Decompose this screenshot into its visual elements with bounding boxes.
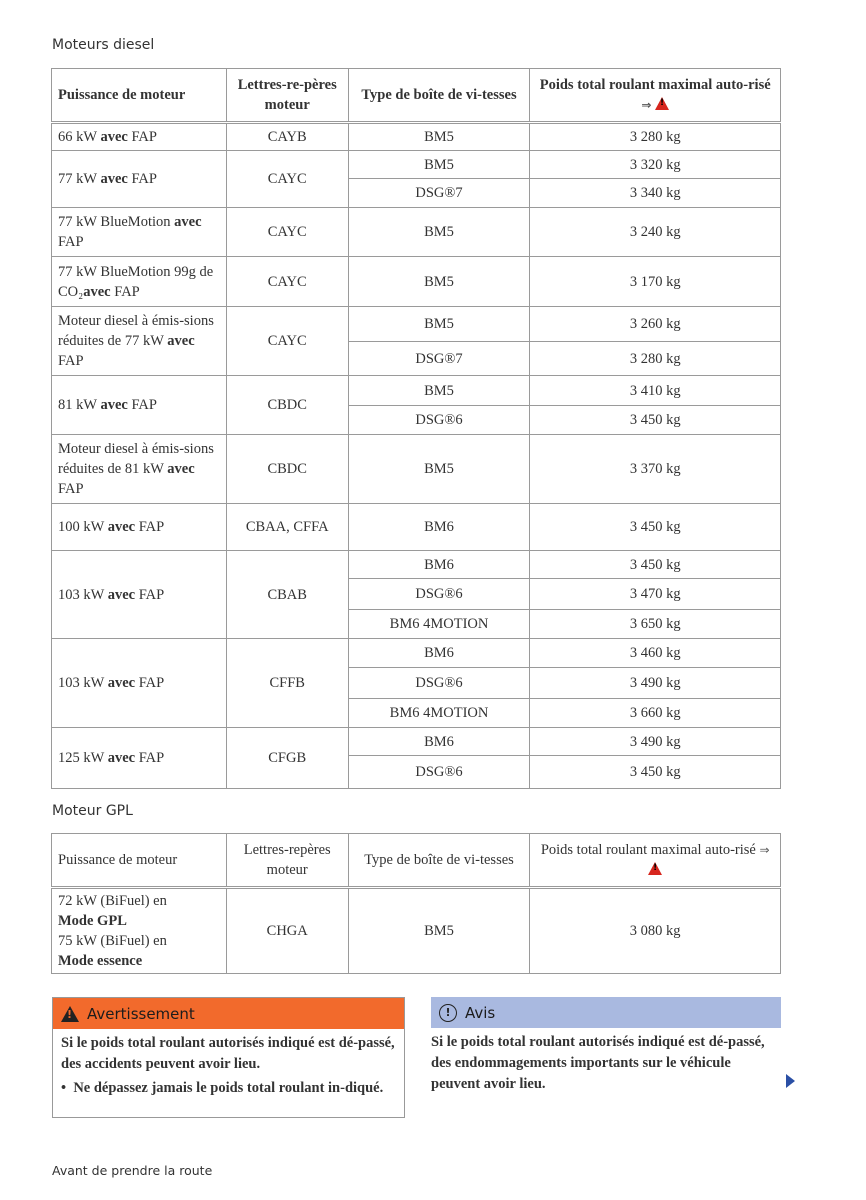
- weight-cell: 3 450 kg: [530, 551, 781, 579]
- weight-cell: 3 280 kg: [530, 123, 781, 151]
- table-row: [52, 504, 781, 551]
- power-text: Moteur diesel à émis-sions réduites de 81 kW: [58, 441, 214, 477]
- power-text: 77 kW: [58, 171, 101, 187]
- reference-arrow: ⇒: [641, 98, 652, 112]
- weight-cell: 3 450 kg: [530, 756, 781, 789]
- weight-cell: 3 260 kg: [530, 307, 781, 342]
- power-suffix-text: FAP: [127, 129, 157, 145]
- table-row: [52, 376, 781, 406]
- gpl-warning-triangle-icon: [648, 862, 662, 875]
- gearbox-cell: BM6: [348, 504, 530, 551]
- weight-cell: 3 660 kg: [530, 699, 781, 728]
- gpl-power-line2: Mode GPL: [58, 913, 127, 929]
- power-text: 103 kW: [58, 586, 108, 603]
- engine-code-cell: CAYB: [226, 123, 348, 151]
- gpl-header-row: [52, 834, 781, 888]
- warning-triangle-icon: [655, 97, 669, 110]
- power-suffix-text: FAP: [127, 397, 157, 413]
- power-suffix-text: FAP: [135, 675, 165, 691]
- engine-code-cell: CFFB: [226, 639, 348, 728]
- power-suffix-text: FAP: [58, 353, 84, 369]
- weight-cell: 3 410 kg: [530, 376, 781, 406]
- gpl-gear-cell: BM5: [348, 888, 530, 974]
- diesel-header-row: [52, 69, 781, 123]
- weight-cell: 3 340 kg: [530, 179, 781, 208]
- power-cell: [52, 504, 227, 551]
- gpl-power-line3: 75 kW (BiFuel) en: [58, 933, 167, 949]
- weight-cell: 3 460 kg: [530, 639, 781, 668]
- gearbox-cell: DSG®6: [348, 668, 530, 699]
- gearbox-cell: BM6: [348, 551, 530, 579]
- weight-cell: 3 240 kg: [530, 208, 781, 257]
- warning-body: [53, 1029, 404, 1103]
- power-text: Moteur diesel à émis-sions réduites de 77 kW: [58, 313, 214, 349]
- power-bold-text: avec: [107, 586, 136, 603]
- power-text: 100 kW: [58, 519, 108, 535]
- gpl-code-cell: CHGA: [226, 888, 348, 974]
- warning-bullet-text: Ne dépassez jamais le poids total roulant in-diqué.: [73, 1080, 384, 1096]
- power-suffix-text: FAP: [58, 234, 84, 250]
- power-bold-text: avec: [107, 750, 136, 766]
- notice-body: Si le poids total roulant autorisés indiqué est dé-passé, des endommagements importants sur le véhicule peuvent avoir lieu.: [431, 1034, 765, 1092]
- diesel-table-body: [52, 123, 781, 789]
- table-row: [52, 639, 781, 668]
- gpl-reference-arrow: ⇒: [759, 843, 770, 857]
- warning-box: [52, 997, 405, 1118]
- notice-box: [431, 997, 781, 1099]
- weight-cell: 3 170 kg: [530, 257, 781, 307]
- power-bold-text: avec: [100, 129, 128, 145]
- gearbox-cell: BM5: [348, 435, 530, 504]
- gearbox-cell: BM5: [348, 123, 530, 151]
- col-header-code: Lettres-re-pères moteur: [226, 69, 348, 123]
- warning-title: Avertissement: [87, 1004, 195, 1023]
- notice-header: [431, 997, 781, 1028]
- col-header-weight: [530, 69, 781, 123]
- weight-cell: 3 450 kg: [530, 504, 781, 551]
- gpl-power-line4: Mode essence: [58, 953, 143, 969]
- power-bold-text: avec: [83, 283, 111, 300]
- power-suffix-text: FAP: [127, 171, 157, 187]
- gearbox-cell: BM6 4MOTION: [348, 699, 530, 728]
- power-suffix-text: FAP: [135, 750, 165, 766]
- power-cell: [52, 551, 227, 639]
- power-text: 81 kW: [58, 397, 101, 413]
- table-row: [52, 257, 781, 307]
- warning-icon: [61, 1006, 79, 1022]
- gearbox-cell: BM5: [348, 376, 530, 406]
- engine-code-cell: CBDC: [226, 435, 348, 504]
- engine-code-cell: CAYC: [226, 151, 348, 208]
- table-row: [52, 728, 781, 756]
- gearbox-cell: BM5: [348, 257, 530, 307]
- col-header-power: Puissance de moteur: [52, 69, 227, 123]
- weight-cell: 3 490 kg: [530, 728, 781, 756]
- power-bold-text: avec: [174, 214, 202, 230]
- gpl-weight-cell: 3 080 kg: [530, 888, 781, 974]
- col-header-gearbox: Type de boîte de vi-tesses: [348, 69, 530, 123]
- power-suffix-text: FAP: [58, 481, 84, 497]
- engine-code-cell: CAYC: [226, 257, 348, 307]
- gpl-table-row: [52, 888, 781, 974]
- engine-code-cell: CFGB: [226, 728, 348, 789]
- weight-cell: 3 280 kg: [530, 342, 781, 376]
- power-suffix-text: FAP: [110, 283, 140, 300]
- gearbox-cell: DSG®7: [348, 179, 530, 208]
- table-row: [52, 307, 781, 342]
- power-suffix-text: FAP: [135, 519, 165, 535]
- power-text: 77 kW BlueMotion 99g de CO₂: [58, 263, 214, 300]
- bullet-icon: •: [61, 1080, 67, 1096]
- power-bold-text: avec: [107, 675, 136, 691]
- gearbox-cell: BM5: [348, 208, 530, 257]
- power-bold-text: avec: [167, 333, 195, 349]
- power-text: 77 kW BlueMotion: [58, 214, 175, 230]
- weight-cell: 3 450 kg: [530, 406, 781, 435]
- gearbox-cell: DSG®6: [348, 756, 530, 789]
- notice-icon: !: [439, 1004, 457, 1022]
- engine-code-cell: CBDC: [226, 376, 348, 435]
- gpl-col-header-gearbox: Type de boîte de vi-tesses: [348, 834, 530, 888]
- weight-cell: 3 370 kg: [530, 435, 781, 504]
- gpl-col-header-weight: [530, 834, 781, 888]
- power-bold-text: avec: [107, 519, 136, 535]
- power-bold-text: avec: [100, 171, 128, 187]
- power-cell: [52, 151, 227, 208]
- power-text: 125 kW: [58, 750, 108, 766]
- page-footer: Avant de prendre la route: [52, 1163, 213, 1178]
- gpl-table: [51, 833, 781, 974]
- weight-cell: 3 470 kg: [530, 579, 781, 610]
- table-row: [52, 151, 781, 179]
- table-row: [52, 435, 781, 504]
- gearbox-cell: DSG®6: [348, 406, 530, 435]
- next-page-arrow-icon[interactable]: [786, 1074, 795, 1088]
- weight-cell: 3 650 kg: [530, 610, 781, 639]
- power-cell: [52, 728, 227, 789]
- notice-title: Avis: [465, 1003, 496, 1022]
- power-bold-text: avec: [167, 461, 195, 477]
- engine-code-cell: CBAB: [226, 551, 348, 639]
- weight-cell: 3 490 kg: [530, 668, 781, 699]
- gearbox-cell: BM5: [348, 307, 530, 342]
- col-header-weight-label: Poids total roulant maximal auto-risé: [539, 77, 771, 93]
- gearbox-cell: DSG®6: [348, 579, 530, 610]
- power-cell: [52, 123, 227, 151]
- power-bold-text: avec: [100, 397, 128, 413]
- power-text: 66 kW: [58, 129, 101, 145]
- warning-header: [53, 998, 404, 1029]
- power-cell: [52, 639, 227, 728]
- power-cell: [52, 307, 227, 376]
- gpl-col-header-code: Lettres-repères moteur: [226, 834, 348, 888]
- power-text: 103 kW: [58, 675, 108, 691]
- gearbox-cell: BM6: [348, 728, 530, 756]
- power-cell: [52, 376, 227, 435]
- weight-cell: 3 320 kg: [530, 151, 781, 179]
- engine-code-cell: CAYC: [226, 307, 348, 376]
- table-row: [52, 123, 781, 151]
- gpl-power-cell: [52, 888, 227, 974]
- gpl-col-header-power: Puissance de moteur: [52, 834, 227, 888]
- warning-text: Si le poids total roulant autorisés indiqué est dé-passé, des accidents peuvent avoir lieu.: [61, 1035, 395, 1072]
- engine-code-cell: CBAA, CFFA: [226, 504, 348, 551]
- gearbox-cell: BM6 4MOTION: [348, 610, 530, 639]
- diesel-section-title: Moteurs diesel: [52, 37, 155, 53]
- power-suffix-text: FAP: [135, 586, 165, 603]
- table-row: [52, 551, 781, 579]
- table-row: [52, 208, 781, 257]
- power-cell: [52, 257, 227, 307]
- power-cell: [52, 435, 227, 504]
- gearbox-cell: BM5: [348, 151, 530, 179]
- gearbox-cell: BM6: [348, 639, 530, 668]
- warning-bullet: [61, 1078, 396, 1099]
- engine-code-cell: CAYC: [226, 208, 348, 257]
- gpl-power-line1: 72 kW (BiFuel) en: [58, 893, 167, 909]
- gearbox-cell: DSG®7: [348, 342, 530, 376]
- gpl-col-header-weight-label: Poids total roulant maximal auto-risé: [540, 842, 756, 858]
- gpl-section-title: Moteur GPL: [52, 803, 133, 819]
- power-cell: [52, 208, 227, 257]
- diesel-table: [51, 68, 781, 789]
